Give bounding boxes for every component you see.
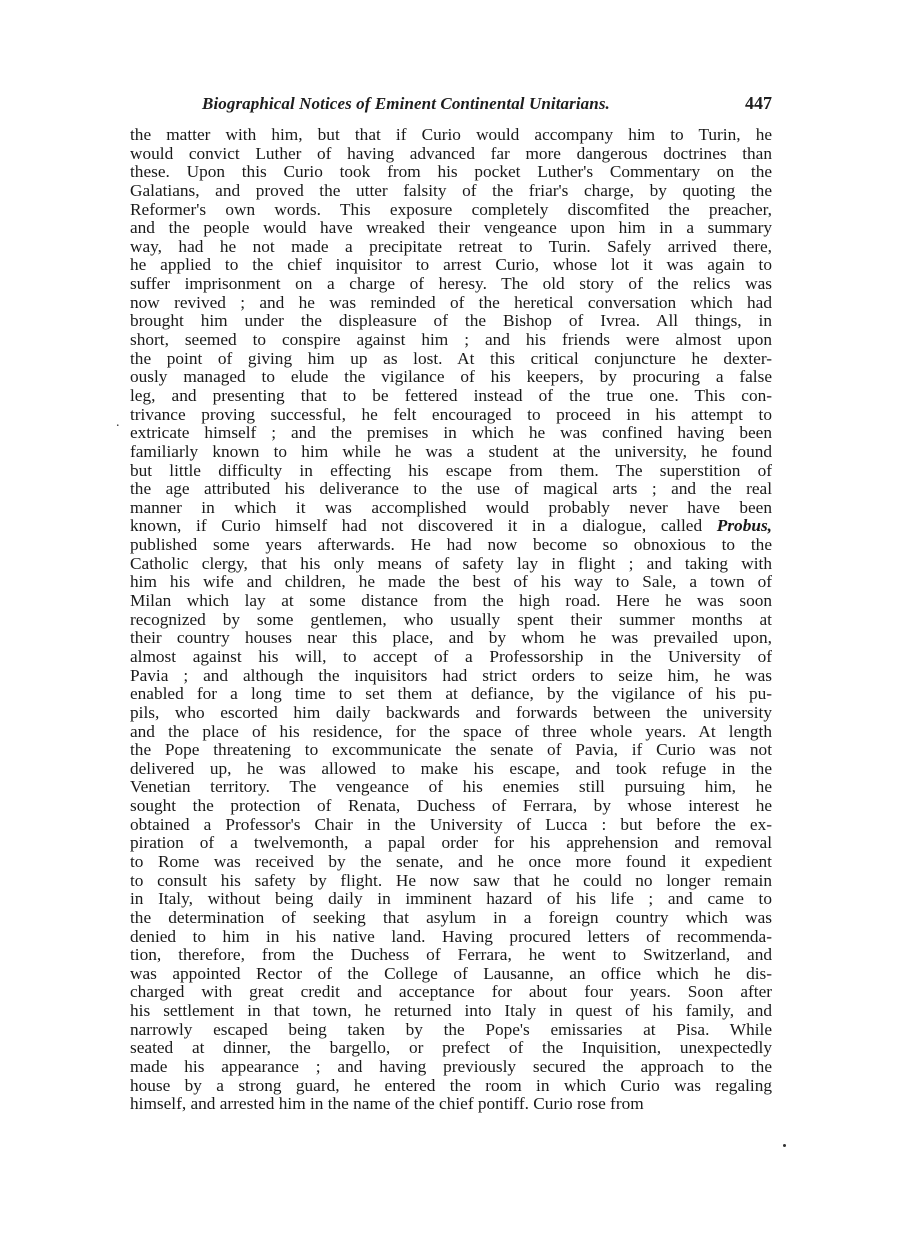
- page-number: 447: [745, 93, 772, 113]
- text-line: delivered up, he was allowed to make his escape, and took refuge in the: [130, 758, 772, 778]
- text-line: short, seemed to conspire against him ; and his friends were almost upon: [130, 330, 772, 350]
- scan-speck: [783, 1144, 786, 1147]
- text-line: manner in which it was accomplished would probably never have been: [130, 497, 772, 517]
- body-text: [130, 126, 772, 1114]
- text-line: way, had he not made a precipitate retreat to Turin. Safely arrived there,: [130, 236, 772, 256]
- text-line: Reformer's own words. This exposure completely discomfited the preacher,: [130, 199, 772, 219]
- text-line: extricate himself ; and the premises in which he was confined having been: [130, 423, 772, 443]
- text-line: leg, and presenting that to be fettered instead of the true one. This con-: [130, 385, 772, 405]
- text-line: to consult his safety by flight. He now saw that he could no longer remain: [130, 870, 772, 890]
- text-line: the determination of seeking that asylum in a foreign country which was: [130, 907, 772, 927]
- text-line: pils, who escorted him daily backwards and forwards between the university: [130, 702, 772, 722]
- text-line: the matter with him, but that if Curio would accompany him to Turin, he: [130, 125, 772, 144]
- text-line: Galatians, and proved the utter falsity of the friar's charge, by quoting the: [130, 180, 772, 200]
- running-head: [130, 92, 772, 118]
- book-page: [130, 92, 772, 1114]
- text-line: Pavia ; and although the inquisitors had strict orders to seize him, he was: [130, 665, 772, 685]
- text-line: sought the protection of Renata, Duchess of Ferrara, by whose interest he: [130, 796, 772, 816]
- text-line: but little difficulty in effecting his escape from them. The superstition of: [130, 460, 772, 480]
- running-title: Biographical Notices of Eminent Continental Unitarians.: [202, 94, 610, 113]
- text-line: their country houses near this place, and by whom he was prevailed upon,: [130, 628, 772, 648]
- text-line: seated at dinner, the bargello, or prefect of the Inquisition, unexpectedly: [130, 1038, 772, 1058]
- margin-mark: .: [116, 415, 120, 430]
- text-line: these. Upon this Curio took from his pocket Luther's Commentary on the: [130, 162, 772, 182]
- text-line: familiarly known to him while he was a student at the university, he found: [130, 441, 772, 461]
- text-line: Venetian territory. The vengeance of his enemies still pursuing him, he: [130, 777, 772, 797]
- text-line: piration of a twelvemonth, a papal order for his apprehension and removal: [130, 833, 772, 853]
- text-line: suffer imprisonment on a charge of heresy. The old story of the relics was: [130, 274, 772, 294]
- text-line: Milan which lay at some distance from the high road. Here he was soon: [130, 591, 772, 611]
- text-line: now revived ; and he was reminded of the heretical conversation which had: [130, 292, 772, 312]
- text-line: published some years afterwards. He had now become so obnoxious to the: [130, 535, 772, 555]
- text-line: trivance proving successful, he felt encouraged to proceed in his attempt to: [130, 404, 772, 424]
- text-line: he applied to the chief inquisitor to arrest Curio, whose lot it was again to: [130, 255, 772, 275]
- text-line: charged with great credit and acceptance for about four years. Soon after: [130, 982, 772, 1002]
- text-line: obtained a Professor's Chair in the University of Lucca : but before the ex-: [130, 814, 772, 834]
- text-line-with-italic: [130, 517, 772, 536]
- text-line: Catholic clergy, that his only means of safety lay in flight ; and taking with: [130, 553, 772, 573]
- text-line: tion, therefore, from the Duchess of Ferrara, he went to Switzerland, and: [130, 945, 772, 965]
- text-line: the Pope threatening to excommunicate the senate of Pavia, if Curio was not: [130, 740, 772, 760]
- text-line: recognized by some gentlemen, who usually spent their summer months at: [130, 609, 772, 629]
- text-line: would convict Luther of having advanced far more dangerous doctrines than: [130, 143, 772, 163]
- text-line: brought him under the displeasure of the Bishop of Ivrea. All things, in: [130, 311, 772, 331]
- text-line: his settlement in that town, he returned into Italy in quest of his family, and: [130, 1001, 772, 1021]
- text-line: the point of giving him up as lost. At this critical conjuncture he dexter-: [130, 348, 772, 368]
- text-line: was appointed Rector of the College of Lausanne, an office which he dis-: [130, 963, 772, 983]
- text-fragment: known, if Curio himself had not discovered it in a dialogue, called: [130, 516, 717, 536]
- text-line: narrowly escaped being taken by the Pope's emissaries at Pisa. While: [130, 1019, 772, 1039]
- text-line: almost against his will, to accept of a Professorship in the University of: [130, 646, 772, 666]
- text-line: himself, and arrested him in the name of the chief pontiff. Curio rose from: [130, 1094, 644, 1114]
- text-line: ously managed to elude the vigilance of his keepers, by procuring a false: [130, 367, 772, 387]
- text-line: house by a strong guard, he entered the room in which Curio was regaling: [130, 1075, 772, 1095]
- text-line: enabled for a long time to set them at defiance, by the vigilance of his pu-: [130, 684, 772, 704]
- text-line: and the people would have wreaked their vengeance upon him in a summary: [130, 218, 772, 238]
- italic-work-title: Probus,: [716, 516, 772, 536]
- text-line: made his appearance ; and having previously secured the approach to the: [130, 1057, 772, 1077]
- text-line: the age attributed his deliverance to the use of magical arts ; and the real: [130, 479, 772, 499]
- text-line: denied to him in his native land. Having procured letters of recommenda-: [130, 926, 772, 946]
- text-line: to Rome was received by the senate, and he once more found it expedient: [130, 851, 772, 871]
- text-line: and the place of his residence, for the space of three whole years. At length: [130, 721, 772, 741]
- text-line: in Italy, without being daily in imminent hazard of his life ; and came to: [130, 889, 772, 909]
- text-line: him his wife and children, he made the best of his way to Sale, a town of: [130, 572, 772, 592]
